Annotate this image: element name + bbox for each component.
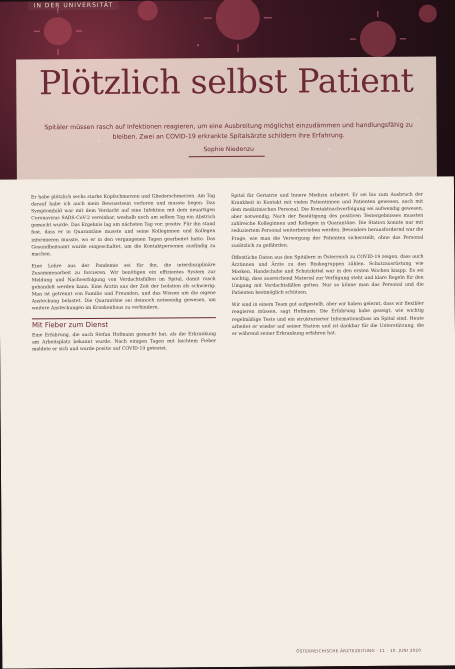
- article-author: Sophie Niedenzu: [39, 145, 419, 155]
- article-title: Plötzlich selbst Patient: [16, 61, 436, 103]
- paragraph: Wir sind in einem Team gut aufgestellt, aber wir haben gelernt, dass wir flexibler reagieren müssen, sagt Hofmann. Die Erfahrung habe gezeigt, wie wichtig regelmäßige Tests und ein strukturierter Informationsfluss im Spital sind. Heute arbeitet er wieder auf seiner Station und ist dankbar für die Unterstützung, die er während seiner Erkrankung erfahren hat.: [232, 301, 424, 338]
- paragraph: Öffentliche Daten aus den Spitälern in Österreich zu COVID-19 zeigen, dass auch Ärztinnen und Ärzte zu den Risikogruppen zählen. Schutzausrüstung wie Masken, Handschuhe und Schutzkittel war in den ersten Wochen knapp. Es sei wichtig, dass ausreichend Material zur Verfügung steht und klare Regeln für den Umgang mit Verdachtsfällen gelten. Nur so könne man das Personal und die Patienten bestmöglich schützen.: [231, 253, 423, 297]
- article-lead: Spitäler müssen rasch auf Infektionen reagieren, um eine Ausbreitung möglichst einzudämmen und handlungsfähig zu bleiben. Zwei an COVID-19 erkrankte Spitalsärzte schildern ihre Erfahrung.: [39, 121, 419, 144]
- paragraph: Spital für Geriatrie und Innere Medizin arbeitet. Er sei bis zum Ausbruch der Krankheit in Kontakt mit vielen Patientinnen und Patienten gewesen, auch mit dem medizinischen Personal. Die Kontaktnachverfolgung sei aufwendig gewesen, aber notwendig. Nach der Bestätigung des positiven Testergebnisses mussten zahlreiche Kolleginnen und Kollegen in Quarantäne. Die Station konnte nur mit reduziertem Personal weiterbetrieben werden. Besonders herausfordernd war die Frage, wie man die Versorgung der Patienten sicherstellt, ohne das Personal zusätzlich zu gefährden.: [231, 192, 423, 250]
- article-column-right: [231, 192, 424, 343]
- article-subhead: Mit Fieber zum Dienst: [32, 317, 216, 329]
- page-footer: ÖSTERREICHISCHE ÄRZTEZEITUNG · 11 · 10. JUNI 2020: [296, 648, 421, 654]
- paragraph: Eine Erfahrung, die auch Stefan Hofmann gemacht hat, als die Erkrankung am Arbeitsplatz bekannt wurde. Nach einigen Tagen mit leichtem Fieber meldete er sich und wurde positiv auf COVID-19 getestet.: [32, 331, 216, 354]
- article-column-left: [31, 193, 216, 358]
- section-label: IN DER UNIVERSITÄT: [28, 1, 120, 11]
- paragraph: Eine Lehre aus der Pandemie sei für ihn, die interdisziplinäre Zusammenarbeit zu forcieren. Wir benötigen ein effizientes System zur Meldung und Nachverfolgung von Verdachtsfällen im Spital, damit rasch gehandelt werden kann. Eine Ärztin aus der Zeit der Isolation als schwierig: Man ist getrennt von Familie und Freunden, und das Wissen um die eigene Ansteckung belastet. Die Quarantäne sei dennoch notwendig gewesen, um weitere Ansteckungen im Krankenhaus zu verhindern.: [32, 262, 216, 313]
- paragraph: Er habe plötzlich sechs starke Kopfschmerzen und Gliederschmerzen. Am Tag darauf habe ich auch mein Bewusstsein verloren und musste liegen. Das Symptombild war mit dem Verdacht auf eine Infektion mit dem neuartigen Coronavirus SARS-CoV-2 vereinbar, weshalb noch am selben Tag ein Abstrich gemacht wurde. Das Ergebnis lag am nächsten Tag vor: positiv. Für ihn stand fest, dass er in Quarantäne musste und seine Kolleginnen und Kollegen informieren musste, wo er in den vergangenen Tagen gearbeitet hatte. Das Gesundheitsamt wurde eingeschaltet, um die Kontaktpersonen ausfindig zu machen.: [31, 193, 215, 258]
